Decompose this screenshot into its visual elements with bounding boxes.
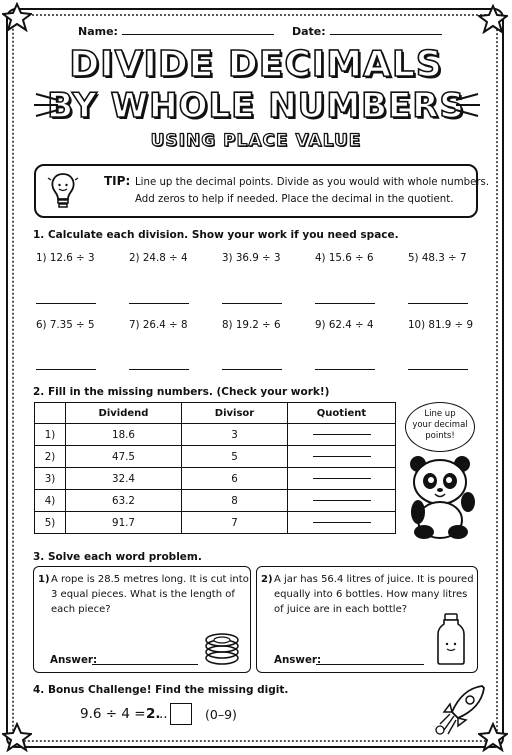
- divisor-cell: 5: [182, 446, 288, 468]
- answer-blank-word-1[interactable]: [92, 664, 198, 665]
- answer-blank-8[interactable]: [222, 369, 282, 370]
- sparkle-lines-left: [28, 90, 68, 120]
- tip-box: [34, 164, 478, 218]
- dividend-cell: 47.5: [66, 446, 182, 468]
- problem-3: 3) 36.9 ÷ 3: [222, 252, 281, 264]
- problem-2: 2) 24.8 ÷ 4: [129, 252, 188, 264]
- date-field[interactable]: [292, 25, 442, 38]
- quotient-blank[interactable]: [288, 446, 396, 468]
- lightbulb-icon: [46, 170, 80, 212]
- answer-blank-7[interactable]: [129, 369, 189, 370]
- divisor-cell: 6: [182, 468, 288, 490]
- bonus-dots: ..: [159, 706, 168, 722]
- answer-blank-2[interactable]: [129, 303, 189, 304]
- tip-label: TIP:: [104, 174, 131, 188]
- quotient-blank[interactable]: [288, 468, 396, 490]
- word-problem-2-line-2: equally into 6 bottles. How many litres: [274, 589, 468, 600]
- bonus-expression: 9.6 ÷ 4 =: [80, 706, 146, 722]
- problem-5: 5) 48.3 ÷ 7: [408, 252, 467, 264]
- bonus-partial-answer: 2.: [146, 706, 161, 722]
- answer-blank-1[interactable]: [36, 303, 96, 304]
- word-problem-1-line-2: 3 equal pieces. What is the length of: [51, 589, 235, 600]
- section-2-heading: 2. Fill in the missing numbers. (Check your work!): [33, 386, 330, 398]
- answer-blank-6[interactable]: [36, 369, 96, 370]
- answer-blank-4[interactable]: [315, 303, 375, 304]
- panda-icon: [404, 454, 480, 540]
- dividend-cell: 32.4: [66, 468, 182, 490]
- star-icon: [478, 4, 508, 34]
- date-label: Date:: [292, 25, 326, 38]
- word-problem-2-line-3: of juice are in each bottle?: [274, 604, 408, 615]
- section-1-heading: 1. Calculate each division. Show your work if you need space.: [33, 229, 399, 241]
- row-number: 3): [35, 468, 66, 490]
- word-problem-1-line-1: A rope is 28.5 metres long. It is cut into: [51, 574, 249, 585]
- answer-label-2: Answer:: [274, 654, 322, 666]
- juice-bottle-icon: [436, 612, 466, 666]
- problem-10: 10) 81.9 ÷ 9: [408, 319, 474, 331]
- star-icon: [2, 722, 32, 752]
- answer-label-1: Answer:: [50, 654, 98, 666]
- section-3-heading: 3. Solve each word problem.: [33, 551, 202, 563]
- table-row: [35, 468, 396, 490]
- section-4-heading: 4. Bonus Challenge! Find the missing digit.: [33, 684, 289, 696]
- tip-line-1: Line up the decimal points. Divide as you would with whole numbers.: [135, 177, 490, 188]
- column-header: Quotient: [288, 403, 396, 424]
- row-number: 4): [35, 490, 66, 512]
- title-line-1: DIVIDE DECIMALS: [69, 44, 443, 85]
- digit-range: (0–9): [205, 707, 237, 722]
- table-row: [35, 512, 396, 534]
- problem-9: 9) 62.4 ÷ 4: [315, 319, 374, 331]
- quotient-blank[interactable]: [288, 424, 396, 446]
- rope-coil-icon: [202, 630, 242, 666]
- problem-8: 8) 19.2 ÷ 6: [222, 319, 281, 331]
- missing-digit-box[interactable]: [170, 703, 192, 725]
- word-problem-2-line-1: A jar has 56.4 litres of juice. It is poured: [274, 574, 474, 585]
- row-number: 5): [35, 512, 66, 534]
- answer-blank-10[interactable]: [408, 369, 468, 370]
- title-subtitle: USING PLACE VALUE: [150, 131, 362, 151]
- table-row: [35, 446, 396, 468]
- quotient-blank[interactable]: [288, 512, 396, 534]
- table-header-row: [35, 403, 396, 424]
- word-problem-1-line-3: each piece?: [51, 604, 111, 615]
- rocket-icon: [432, 680, 490, 738]
- fill-table: [34, 402, 396, 534]
- name-field[interactable]: [78, 25, 274, 38]
- column-header: Dividend: [66, 403, 182, 424]
- divisor-cell: 3: [182, 424, 288, 446]
- quotient-blank[interactable]: [288, 490, 396, 512]
- problem-6: 6) 7.35 ÷ 5: [36, 319, 95, 331]
- answer-blank-9[interactable]: [315, 369, 375, 370]
- speech-bubble: Line up your decimal points!: [405, 402, 475, 452]
- answer-blank-3[interactable]: [222, 303, 282, 304]
- divisor-cell: 8: [182, 490, 288, 512]
- row-number: 2): [35, 446, 66, 468]
- table-row: [35, 424, 396, 446]
- row-number: 1): [35, 424, 66, 446]
- dividend-cell: 63.2: [66, 490, 182, 512]
- sparkle-lines-right: [446, 90, 486, 120]
- problem-7: 7) 26.4 ÷ 8: [129, 319, 188, 331]
- table-row: [35, 490, 396, 512]
- dividend-cell: 18.6: [66, 424, 182, 446]
- answer-blank-word-2[interactable]: [316, 664, 424, 665]
- star-icon: [2, 2, 32, 32]
- title-line-2: BY WHOLE NUMBERS: [47, 86, 465, 126]
- problem-1: 1) 12.6 ÷ 3: [36, 252, 95, 264]
- problem-4: 4) 15.6 ÷ 6: [315, 252, 374, 264]
- divisor-cell: 7: [182, 512, 288, 534]
- dividend-cell: 91.7: [66, 512, 182, 534]
- name-label: Name:: [78, 25, 118, 38]
- word-problem-1-number: 1): [38, 574, 50, 585]
- word-problem-2-number: 2): [261, 574, 273, 585]
- tip-line-2: Add zeros to help if needed. Place the decimal in the quotient.: [135, 194, 454, 205]
- column-header: Divisor: [182, 403, 288, 424]
- answer-blank-5[interactable]: [408, 303, 468, 304]
